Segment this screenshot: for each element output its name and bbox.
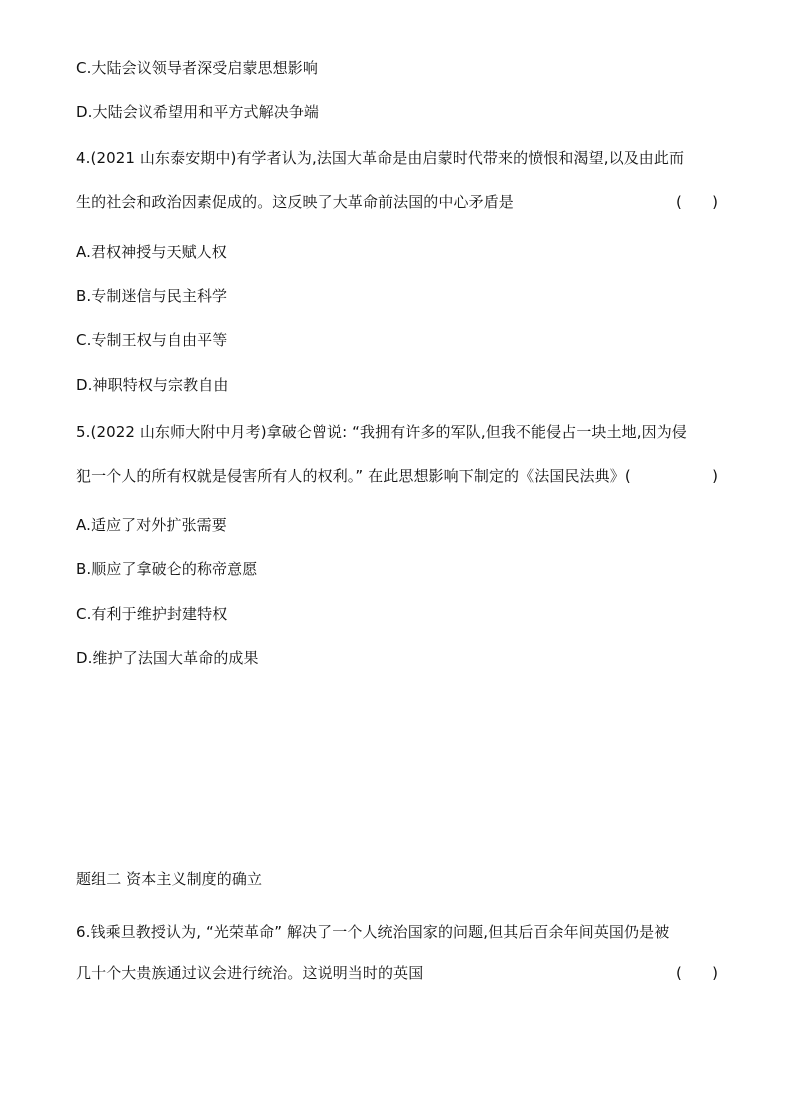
- q4-stem-line1: 4.(2021 山东泰安期中)有学者认为,法国大革命是由启蒙时代带来的愤恨和渴望,以及由此而: [76, 149, 685, 167]
- q5-answer-bracket: [676, 466, 718, 486]
- q5-option-b: B.顺应了拿破仑的称帝意愿: [76, 560, 258, 578]
- q4-option-a: A.君权神授与天赋人权: [76, 243, 227, 261]
- section-title: 题组二 资本主义制度的确立: [76, 870, 263, 888]
- q6-stem-line2: 几十个大贵族通过议会进行统治。这说明当时的英国: [76, 964, 424, 982]
- q3-option-d: D.大陆会议希望用和平方式解决争端: [76, 103, 320, 121]
- q4-stem-line2: 生的社会和政治因素促成的。这反映了大革命前法国的中心矛盾是: [76, 193, 514, 211]
- q5-option-c: C.有利于维护封建特权: [76, 605, 228, 623]
- q4-option-d: D.神职特权与宗教自由: [76, 376, 229, 394]
- q5-option-a: A.适应了对外扩张需要: [76, 516, 227, 534]
- q4-option-b: B.专制迷信与民主科学: [76, 287, 228, 305]
- q6-stem-line1: 6.钱乘旦教授认为, “光荣革命” 解决了一个人统治国家的问题,但其后百余年间英国仍是被: [76, 923, 670, 941]
- q6-bracket-open: (: [676, 964, 682, 982]
- q5-option-d: D.维护了法国大革命的成果: [76, 649, 259, 667]
- q6-bracket-close: ): [712, 964, 718, 982]
- q4-bracket-close: ): [712, 193, 718, 211]
- q6-answer-bracket: [676, 963, 718, 983]
- q5-stem-line2: 犯一个人的所有权就是侵害所有人的权利。” 在此思想影响下制定的《法国民法典》(: [76, 467, 631, 485]
- q4-bracket-open: (: [676, 193, 682, 211]
- q3-option-c: C.大陆会议领导者深受启蒙思想影响: [76, 59, 318, 77]
- q4-option-c: C.专制王权与自由平等: [76, 331, 228, 349]
- q5-bracket-close: ): [712, 467, 718, 485]
- q5-stem-line1: 5.(2022 山东师大附中月考)拿破仑曾说: “我拥有许多的军队,但我不能侵占一块土地,因为侵: [76, 423, 687, 441]
- q4-answer-bracket: [676, 192, 718, 212]
